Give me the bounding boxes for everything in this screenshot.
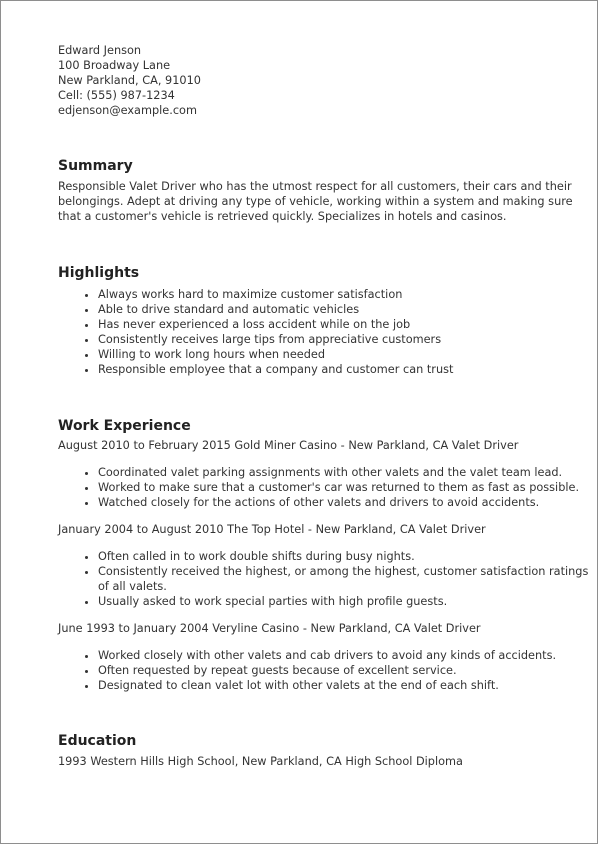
job-entry (58, 621, 593, 693)
list-item: • Watched closely for the actions of other valets and drivers to avoid accidents. (98, 495, 593, 510)
list-item: • Often called in to work double shifts during busy nights. (98, 549, 593, 564)
job-entry (58, 438, 593, 510)
job-header: January 2004 to August 2010 The Top Hotel - New Parkland, CA Valet Driver (58, 523, 486, 536)
contact-city: New Parkland, CA, 91010 (58, 74, 201, 87)
list-item: • Has never experienced a loss accident while on the job (98, 317, 593, 332)
job-bullets (58, 549, 593, 609)
job-bullets (58, 465, 593, 510)
list-item: • Consistently receives large tips from appreciative customers (98, 332, 593, 347)
list-item: • Responsible employee that a company and customer can trust (98, 362, 593, 377)
list-item: • Often requested by repeat guests because of excellent service. (98, 663, 593, 678)
contact-street: 100 Broadway Lane (58, 59, 171, 72)
list-item: • Consistently received the highest, or among the highest, customer satisfaction ratings of all valets. (98, 564, 593, 594)
education-line: 1993 Western Hills High School, New Parkland, CA High School Diploma (58, 755, 463, 768)
highlights-heading: Highlights (58, 265, 140, 281)
list-item: • Willing to work long hours when needed (98, 347, 593, 362)
job-header: August 2010 to February 2015 Gold Miner Casino - New Parkland, CA Valet Driver (58, 439, 519, 452)
contact-block (58, 43, 593, 118)
list-item: • Usually asked to work special parties with high profile guests. (98, 594, 593, 609)
list-item: • Worked to make sure that a customer's car was returned to them as fast as possible. (98, 480, 593, 495)
summary-heading: Summary (58, 158, 133, 174)
contact-name: Edward Jenson (58, 44, 142, 57)
job-header: June 1993 to January 2004 Veryline Casino - New Parkland, CA Valet Driver (58, 622, 481, 635)
list-item: • Always works hard to maximize customer satisfaction (98, 287, 593, 302)
job-bullets (58, 648, 593, 693)
list-item: • Worked closely with other valets and cab drivers to avoid any kinds of accidents. (98, 648, 593, 663)
list-item: • Able to drive standard and automatic vehicles (98, 302, 593, 317)
highlights-list (58, 287, 593, 377)
contact-email: edjenson@example.com (58, 104, 197, 117)
resume-content (58, 43, 593, 769)
education-heading: Education (58, 733, 137, 749)
contact-cell: Cell: (555) 987-1234 (58, 89, 175, 102)
summary-text: Responsible Valet Driver who has the utmost respect for all customers, their cars and their belongings. Adept at driving any type of vehicle, working within a system and making sure that a customer's vehicle is retrieved quickly. Specializes in hotels and casinos. (58, 180, 573, 223)
list-item: • Designated to clean valet lot with other valets at the end of each shift. (98, 678, 593, 693)
list-item: • Coordinated valet parking assignments with other valets and the valet team lead. (98, 465, 593, 480)
job-entry (58, 522, 593, 609)
work-experience-heading: Work Experience (58, 418, 191, 434)
